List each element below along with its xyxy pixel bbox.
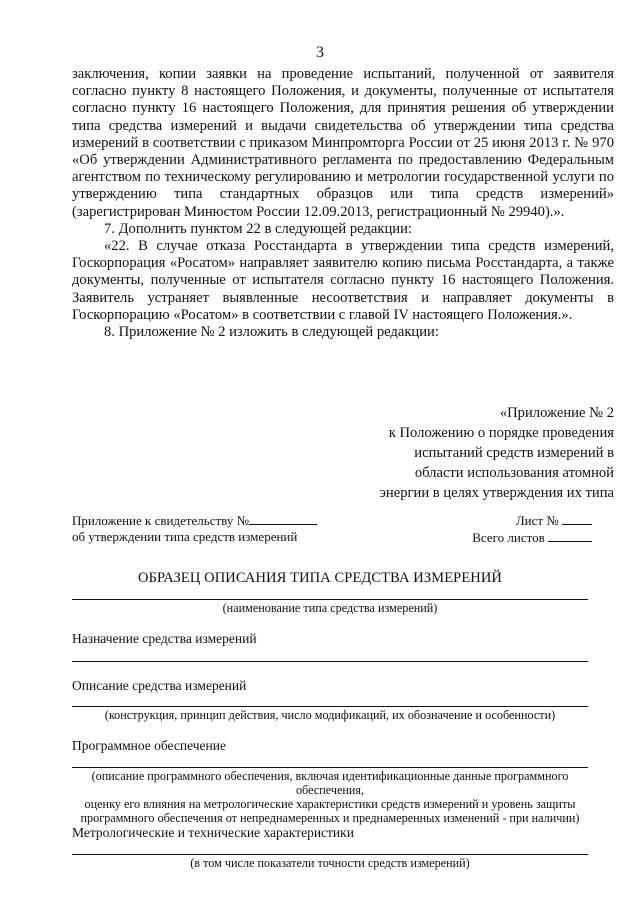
sheet-number-blank	[562, 512, 592, 525]
appendix-line: «Приложение № 2	[499, 405, 614, 421]
software-caption	[72, 769, 588, 825]
software-label: Программное обеспечение	[72, 738, 226, 753]
certificate-number-blank	[249, 512, 317, 525]
paragraph-item-8: 8. Приложение № 2 изложить в следующей редакции:	[104, 324, 439, 341]
metrological-caption: (в том числе показатели точности средств измерений)	[190, 856, 470, 870]
certificate-type-label: об утверждении типа средств измерений	[72, 529, 298, 544]
sheet-info	[432, 512, 592, 546]
certificate-reference	[72, 512, 317, 545]
software-caption-line: оценку его влияния на метрологические характеристики средств измерений и уровень защиты	[84, 797, 576, 811]
purpose-line	[72, 661, 588, 662]
total-sheets-label: Всего листов	[472, 530, 545, 545]
total-sheets-blank	[548, 529, 592, 542]
name-line	[72, 599, 588, 600]
metrological-line	[72, 854, 588, 855]
description-line	[72, 706, 588, 707]
appendix-reference	[334, 403, 614, 503]
software-caption-line: (описание программного обеспечения, включая идентификационные данные программного обеспечения,	[91, 769, 569, 797]
document-body	[72, 66, 614, 341]
paragraph-continuation: заключения, копии заявки на проведение испытаний, полученной от заявителя согласно пункту 8 настоящего Положения, и документы, полученные от испытателя согласно пункту 16 настоящего Положения, для принятия решения об утверждении типа средства измерений и выдачи свидетельства об утверждении типа средства измерений в соответствии с приказом Минпромторга России от 25 июня 2013 г. № 970 «Об утверждении Административного регламента по предоставлению Федеральным агентством по техническому регулированию и метрологии государственной услуги по утверждению типа стандартных образцов или типа средств измерений» (зарегистрирован Минюстом России 12.09.2013, регистрационный № 29940).».	[72, 66, 614, 220]
form-title: ОБРАЗЕЦ ОПИСАНИЯ ТИПА СРЕДСТВА ИЗМЕРЕНИЙ	[138, 570, 502, 586]
certificate-number-label: Приложение к свидетельству №	[72, 513, 250, 528]
paragraph-item-7: 7. Дополнить пунктом 22 в следующей редакции:	[104, 220, 412, 237]
appendix-line: области использования атомной	[414, 465, 614, 481]
purpose-label: Назначение средства измерений	[72, 631, 257, 646]
description-caption: (конструкция, принцип действия, число модификаций, их обозначение и особенности)	[104, 708, 556, 722]
appendix-line: к Положению о порядке проведения	[388, 425, 614, 441]
appendix-line: энергии в целях утверждения их типа	[379, 485, 614, 501]
appendix-line: испытаний средств измерений в	[414, 445, 614, 461]
paragraph-clause-22: «22. В случае отказа Росстандарта в утверждении типа средств измерений, Госкорпорация «Росатом» направляет заявителю копию письма Росстандарта, а также документы, полученные от испытателя согласно пункту 16 настоящего Положения. Заявитель устраняет выявленные несоответствия и направляет документы в Госкорпорацию «Росатом» в соответствии с главой IV настоящего Положения.».	[72, 238, 614, 323]
name-caption: (наименование типа средства измерений)	[222, 601, 438, 615]
sheet-number-label: Лист №	[515, 513, 559, 528]
software-caption-line: программного обеспечения от непреднамеренных и преднамеренных изменений - при наличии)	[80, 811, 580, 825]
description-label: Описание средства измерений	[72, 678, 247, 693]
metrological-label: Метрологические и технические характеристики	[72, 825, 354, 840]
software-line	[72, 767, 588, 768]
page-number: 3	[316, 44, 324, 61]
